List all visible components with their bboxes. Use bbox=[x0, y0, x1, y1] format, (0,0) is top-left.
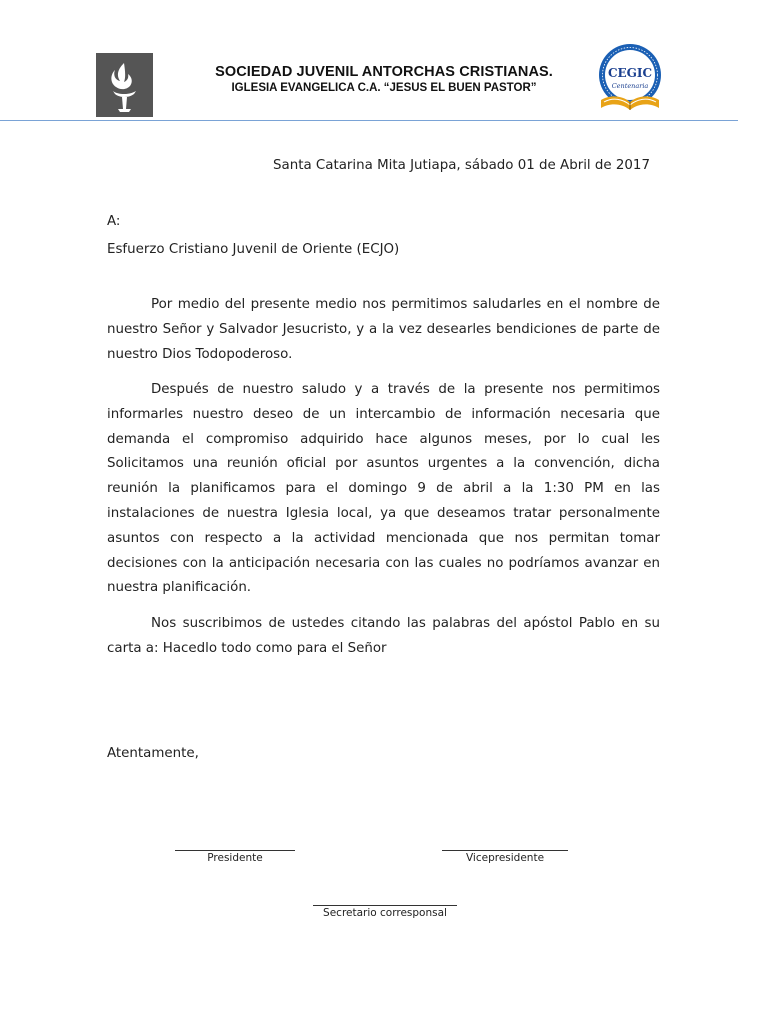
recipient: Esfuerzo Cristiano Juvenil de Oriente (ECJO) bbox=[107, 242, 400, 257]
signature-line bbox=[442, 850, 568, 851]
signature-title: Vicepresidente bbox=[465, 852, 545, 864]
header-divider bbox=[0, 120, 738, 121]
signature-line bbox=[313, 905, 457, 906]
signature-president bbox=[175, 850, 295, 864]
letterhead bbox=[0, 0, 768, 122]
date-line: Santa Catarina Mita Jutiapa, sábado 01 de Abril de 2017 bbox=[273, 158, 650, 173]
paragraph-greeting: Por medio del presente medio nos permitimos saludarles en el nombre de nuestro Señor y Salvador Jesucristo, y a la vez desearles bendiciones de parte de nuestro Dios Todopoderoso. bbox=[107, 297, 660, 362]
paragraph-request: Después de nuestro saludo y a través de la presente nos permitimos informarles nuestro deseo de un intercambio de información necesaria que demanda el compromiso adquirido hace algunos meses, por lo cual les Solicitamos una reunión oficial por asuntos urgentes a la convención, dicha reunión la planificamos para el domingo 9 de abril a la 1:30 PM en las instalaciones de nuestra Iglesia local, ya que deseamos tratar personalmente asuntos con respecto a la actividad mencionada que nos permitan tomar decisiones con la anticipación necesaria con las cuales no podríamos avanzar en nuestra planificación. bbox=[107, 382, 660, 596]
signature-line bbox=[175, 850, 295, 851]
signature-vicepresident bbox=[442, 850, 568, 864]
flame-torch-icon bbox=[96, 53, 153, 117]
to-label: A: bbox=[107, 214, 121, 229]
paragraph-farewell: Nos suscribimos de ustedes citando las palabras del apóstol Pablo en su carta a: Hacedlo todo como para el Señor bbox=[107, 616, 660, 656]
signature-title: Secretario corresponsal bbox=[323, 907, 447, 919]
church-subtitle: IGLESIA EVANGELICA C.A. “JESUS EL BUEN PASTOR” bbox=[231, 82, 537, 94]
organization-title: SOCIEDAD JUVENIL ANTORCHAS CRISTIANAS. bbox=[215, 64, 553, 80]
closing: Atentamente, bbox=[107, 746, 199, 761]
seal-text: CEGIC bbox=[607, 66, 653, 80]
seal-subtext: Centenaria bbox=[611, 82, 649, 90]
signature-title: Presidente bbox=[207, 852, 263, 864]
signature-secretary bbox=[313, 905, 457, 919]
open-book-seal-icon bbox=[593, 42, 667, 116]
